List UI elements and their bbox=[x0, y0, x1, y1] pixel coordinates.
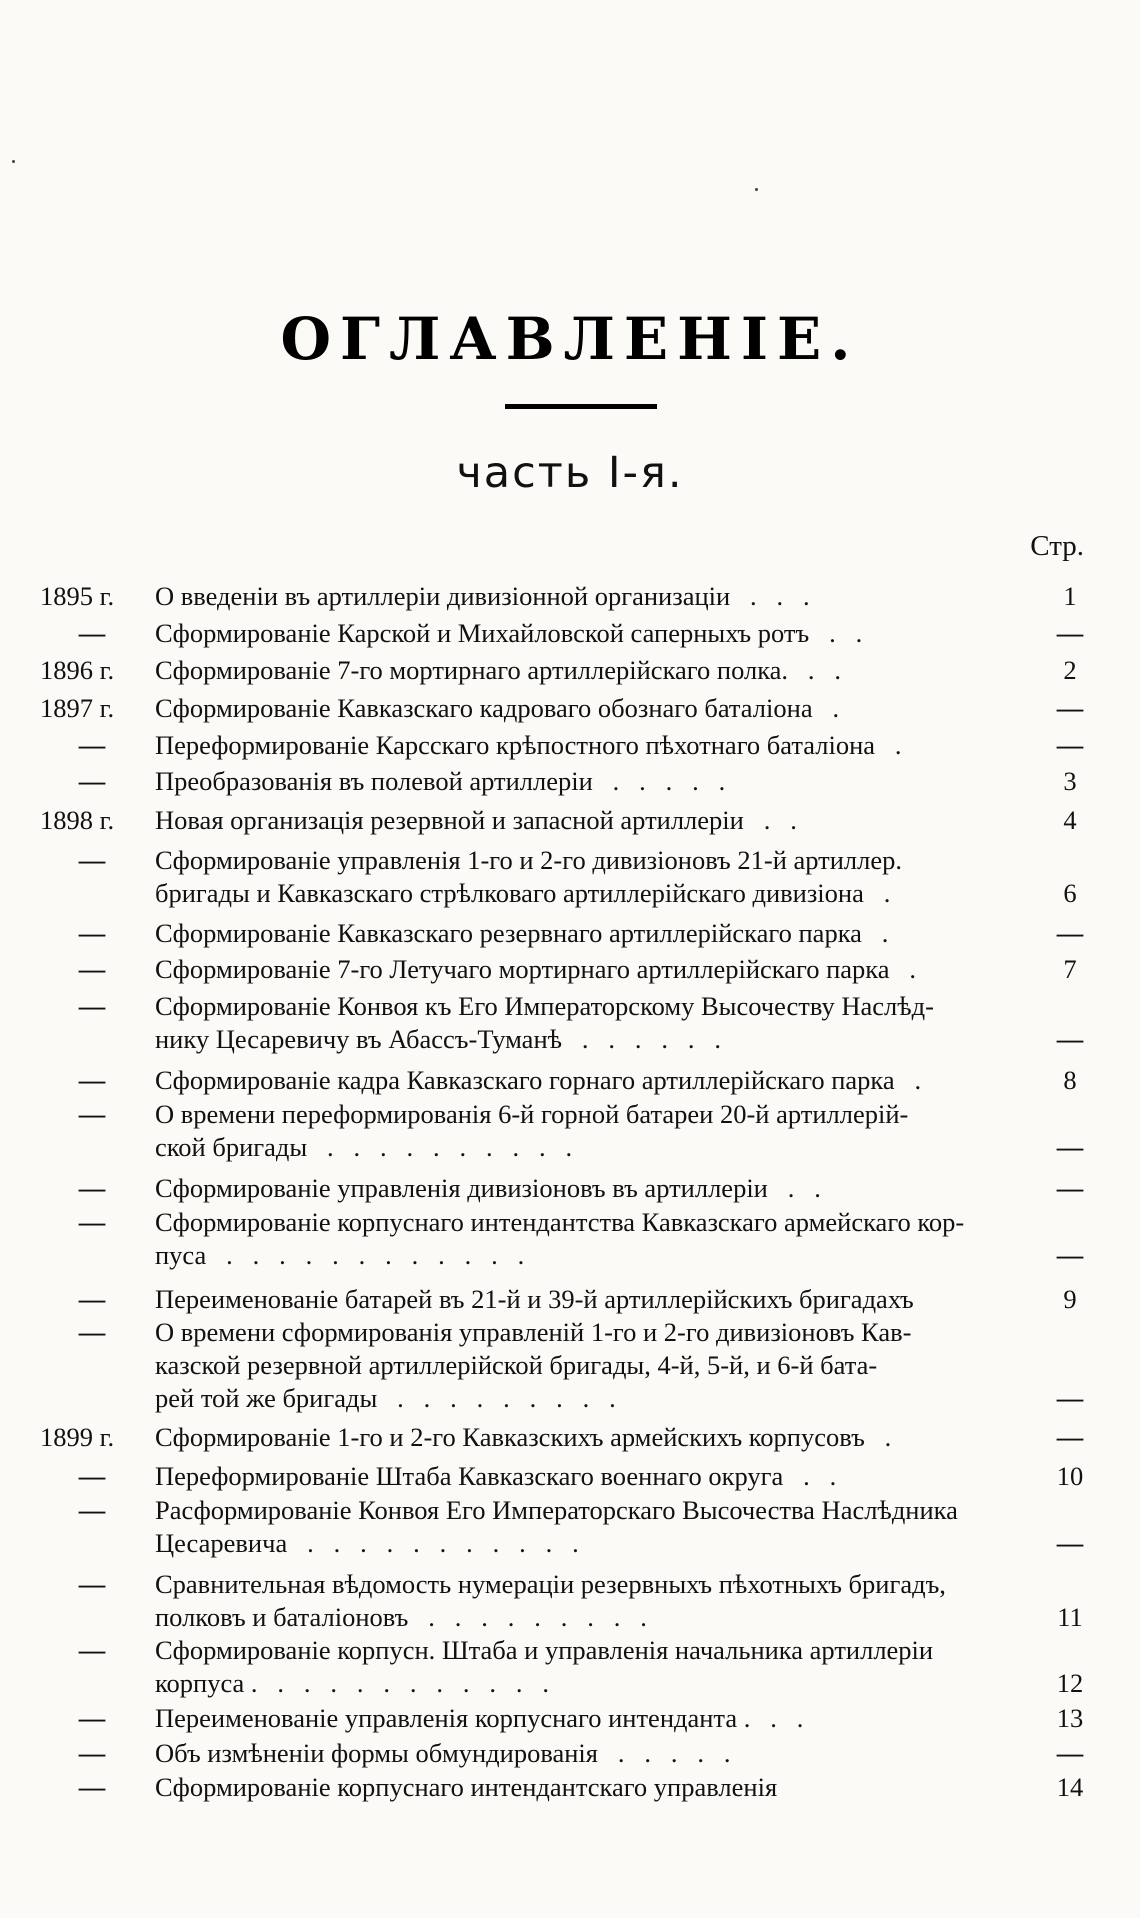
entry-dash: — bbox=[78, 1461, 106, 1491]
entry-year: 1898 г. bbox=[40, 805, 115, 835]
entry-page-number: — bbox=[1056, 1738, 1084, 1768]
page-title: ОГЛАВЛЕНІЕ. bbox=[280, 305, 860, 373]
entry-page-number: 14 bbox=[1056, 1772, 1084, 1802]
entry-dash: — bbox=[78, 1207, 106, 1237]
page-column-header: Стр. bbox=[1030, 530, 1084, 562]
entry-dash: — bbox=[78, 918, 106, 948]
entry-page-number: 11 bbox=[1057, 1602, 1083, 1632]
entry-page-number: 12 bbox=[1056, 1668, 1084, 1698]
entry-title: Сформированіе 1-го и 2-го Кавказскихъ армейскихъ корпусовъ . bbox=[155, 1422, 892, 1452]
entry-year: 1895 г. bbox=[40, 581, 115, 611]
entry-dash: — bbox=[78, 730, 106, 760]
entry-page-number: — bbox=[1056, 1240, 1084, 1270]
entry-dash: — bbox=[78, 1284, 106, 1314]
entry-dash: — bbox=[78, 991, 106, 1021]
entry-year: 1896 г. bbox=[40, 655, 115, 685]
entry-title: Сформированіе Кавказскаго резервнаго артиллерійскаго парка . bbox=[155, 918, 889, 948]
entry-page-number: — bbox=[1056, 1173, 1084, 1203]
entry-title: Переименованіе управленія корпуснаго интенданта . . . bbox=[155, 1703, 804, 1733]
entry-page-number: 6 bbox=[1063, 878, 1077, 908]
entry-title: Сформированіе управленія дивизіоновъ въ артиллеріи . . bbox=[155, 1173, 821, 1203]
entry-dash: — bbox=[78, 1738, 106, 1768]
print-speck bbox=[12, 160, 15, 163]
entry-title: Сформированіе корпуснаго интендантства Кавказскаго армейскаго кор- пуса . . . . . . . . . . . . bbox=[155, 1207, 965, 1270]
entry-title: О введеніи въ артиллеріи дивизіонной организаціи . . . bbox=[155, 581, 810, 611]
part-heading: часть I-я. bbox=[456, 448, 684, 498]
entry-dash: — bbox=[78, 1065, 106, 1095]
entry-title: Переименованіе батарей въ 21-й и 39-й артиллерійскихъ бригадахъ bbox=[155, 1284, 914, 1314]
entry-dash: — bbox=[78, 954, 106, 984]
entry-year: 1897 г. bbox=[40, 693, 115, 723]
entry-page-number: — bbox=[1056, 730, 1084, 760]
entry-title: Переформированіе Штаба Кавказскаго военнаго округа . . bbox=[155, 1461, 837, 1491]
entry-title: Сформированіе корпуснаго интендантскаго управленія bbox=[155, 1772, 778, 1802]
entry-page-number: 2 bbox=[1063, 655, 1077, 685]
entry-page-number: — bbox=[1056, 1383, 1084, 1413]
entry-page-number: 9 bbox=[1063, 1284, 1077, 1314]
entry-title: Преобразованія въ полевой артиллеріи . . . . . bbox=[155, 766, 726, 796]
entry-page-number: — bbox=[1056, 1132, 1084, 1162]
entry-title: О времени переформированія 6-й горной батареи 20-й артиллерій- ской бригады . . . . . . . . . . bbox=[155, 1099, 909, 1162]
entry-page-number: — bbox=[1056, 918, 1084, 948]
entry-dash: — bbox=[78, 1635, 106, 1665]
entry-title: Сформированіе 7-го мортирнаго артиллерійскаго полка. . . bbox=[155, 655, 842, 685]
entry-title: Сформированіе управленія 1-го и 2-го дивизіоновъ 21-й артиллер. бригады и Кавказскаго стрѣлковаго артиллерійскаго дивизіона . bbox=[155, 845, 903, 908]
entry-dash: — bbox=[78, 1703, 106, 1733]
entry-dash: — bbox=[78, 1173, 106, 1203]
entry-dash: — bbox=[78, 845, 106, 875]
entry-page-number: 10 bbox=[1056, 1461, 1084, 1491]
entry-dash: — bbox=[78, 1569, 106, 1599]
entry-title: Сформированіе Конвоя къ Его Императорскому Высочеству Наслѣд- нику Цесаревичу въ Абассъ-Туманѣ . . . . . . bbox=[155, 991, 934, 1054]
entry-dash: — bbox=[78, 1772, 106, 1802]
entry-dash: — bbox=[78, 618, 106, 648]
entry-title: Расформированіе Конвоя Его Императорскаго Высочества Наслѣдника Цесаревича . . . . . . . . . . . bbox=[155, 1495, 958, 1558]
entry-dash: — bbox=[78, 1495, 106, 1525]
entry-page-number: 13 bbox=[1056, 1703, 1084, 1733]
entry-year: 1899 г. bbox=[40, 1422, 115, 1452]
entry-title: Сформированіе Кавказскаго кадроваго обознаго баталіона . bbox=[155, 693, 840, 723]
print-speck bbox=[755, 188, 758, 191]
entry-page-number: — bbox=[1056, 1422, 1084, 1452]
entry-dash: — bbox=[78, 766, 106, 796]
entry-title: Новая организація резервной и запасной артиллеріи . . bbox=[155, 805, 797, 835]
entry-title: Объ измѣненіи формы обмундированія . . . . . bbox=[155, 1738, 731, 1768]
entry-title: Сформированіе корпусн. Штаба и управленія начальника артиллеріи корпуса . . . . . . . . . . . . bbox=[155, 1635, 934, 1698]
entry-page-number: 7 bbox=[1063, 954, 1077, 984]
entry-dash: — bbox=[78, 1317, 106, 1347]
entry-title: Сравнительная вѣдомость нумераціи резервныхъ пѣхотныхъ бригадъ, полковъ и баталіоновъ . . . . . . . . . bbox=[155, 1569, 946, 1632]
entry-title: О времени сформированія управленій 1-го и 2-го дивизіоновъ Кав- казской резервной артиллерійской бригады, 4-й, 5-й, и 6-й бата- рей той же бригады . . . . . . . . . bbox=[155, 1317, 912, 1413]
entry-page-number: — bbox=[1056, 1024, 1084, 1054]
entry-title: Переформированіе Карсскаго крѣпостного пѣхотнаго баталіона . bbox=[155, 730, 902, 760]
entry-page-number: 8 bbox=[1063, 1065, 1077, 1095]
entry-page-number: — bbox=[1056, 1528, 1084, 1558]
entry-dash: — bbox=[78, 1099, 106, 1129]
entry-title: Сформированіе 7-го Летучаго мортирнаго артиллерійскаго парка . bbox=[155, 954, 917, 984]
entry-page-number: 1 bbox=[1063, 581, 1077, 611]
entry-page-number: — bbox=[1056, 618, 1084, 648]
title-rule bbox=[505, 404, 657, 409]
entry-page-number: — bbox=[1056, 693, 1084, 723]
entry-page-number: 3 bbox=[1063, 766, 1077, 796]
entry-title: Сформированіе кадра Кавказскаго горнаго артиллерійскаго парка . bbox=[155, 1065, 922, 1095]
entry-page-number: 4 bbox=[1063, 805, 1077, 835]
entry-title: Сформированіе Карской и Михайловской саперныхъ ротъ . . bbox=[155, 618, 863, 648]
